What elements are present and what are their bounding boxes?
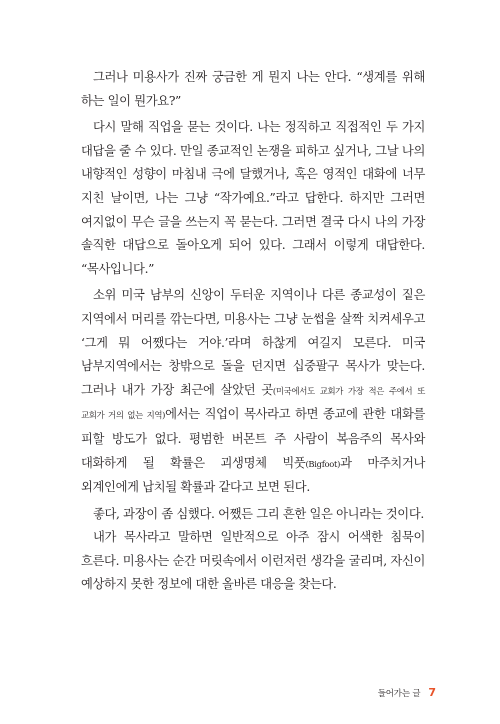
page-number: 7: [428, 686, 436, 699]
paragraph-3-part-3: 과 마주치거나 외계인에게 납치될 확률과 같다고 보면 된다.: [81, 455, 426, 495]
paragraph-4: 좋다, 과장이 좀 심했다. 어쨌든 그리 흔한 일은 아니라는 것이다.: [93, 506, 424, 521]
inline-note: (미국에서도 교회가 가장 적은 주에서 또 교회가 거의 없는 지역): [81, 385, 425, 421]
paragraph-1: 그러나 미용사가 진짜 궁금한 게 뭔지 나는 안다. “생계를 위해 하는 일이 뭔가요?”: [81, 70, 425, 108]
paragraph-5: 내가 목사라고 말하면 일반적으로 아주 잠시 어색한 침묵이 흐른다. 미용사는 순간 머릿속에서 이런저런 생각을 굴리며, 자신이 예상하지 못한 정보에 대한 올바른 대응을 찾는다.: [81, 530, 425, 592]
page-footer: [378, 686, 436, 699]
section-label: 들어가는 글: [377, 689, 421, 699]
paragraph-3-part-1: 소위 미국 남부의 신앙이 두터운 지역이나 다른 종교성이 짙은 지역에서 머리를 깎는다면, 미용사는 그냥 눈썹을 살짝 치켜세우고 ‘그게 뭐 어쨌다는 거야.’라며 하찮게 여길지 모른다. 미국 남부지역에서는 창밖으로 돌을 던지면 십중팔구 목사가 맞는다. 그러나 내가 가장 최근에 살았던 곳: [81, 288, 425, 397]
paragraph-2: 다시 말해 직업을 묻는 것이다. 나는 정직하고 직접적인 두 가지 대답을 줄 수 있다. 만일 종교적인 논쟁을 피하고 싶거나, 그날 나의 내향적인 성향이 마침내 극에 달했거나, 혹은 영적인 대화에 너무 지친 날이면, 나는 그냥 “작가예요.”라고 답한다. 하지만 그러면 여지없이 무슨 글을 쓰는지 꼭 묻는다. 그러면 결국 다시 나의 가장 솔직한 대답으로 돌아오게 되어 있다. 그래서 이렇게 대답한다. “목사입니다.”: [81, 120, 425, 276]
paragraph-3-part-2: 에서는 직업이 목사라고 하면 종교에 관한 대화를 피할 방도가 없다. 평범한 버몬트 주 사람이 복음주의 목사와 대화하게 될 확률은 괴생명체 빅풋: [81, 407, 425, 470]
body-text: [81, 66, 425, 600]
bigfoot-note: (Bigfoot): [305, 458, 341, 469]
paragraph-3: [81, 284, 425, 499]
